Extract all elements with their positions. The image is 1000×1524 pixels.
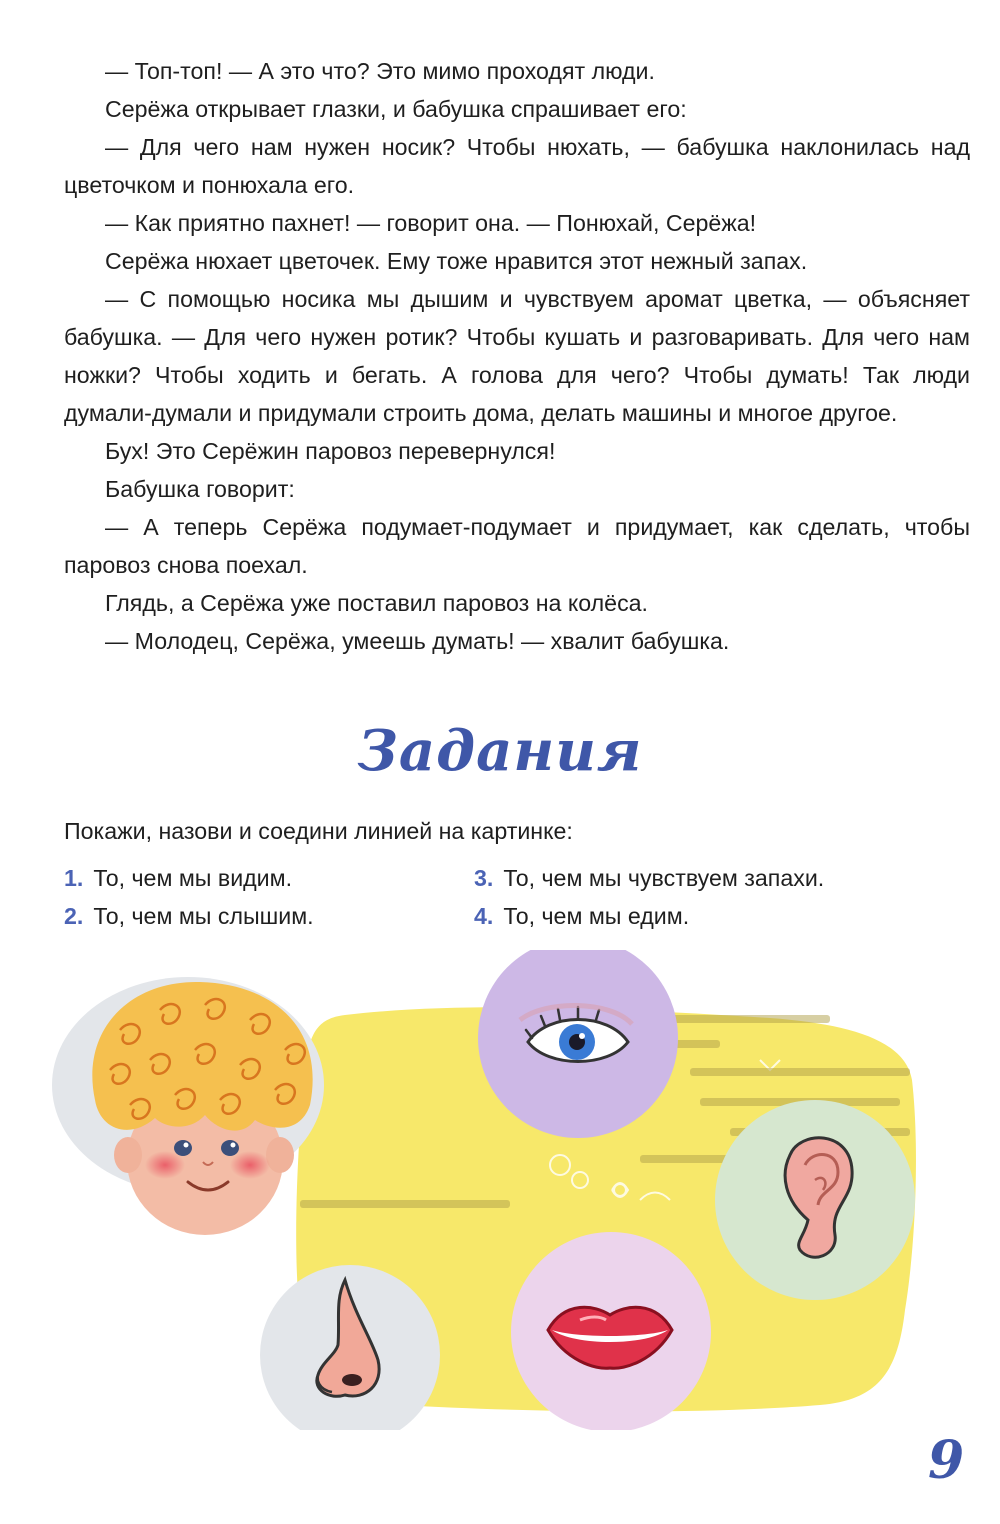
story-paragraph: Серёжа нюхает цветочек. Ему тоже нравится этот нежный запах.: [105, 248, 808, 274]
task-item: [64, 903, 314, 930]
task-text: То, чем мы едим.: [503, 903, 690, 929]
story-paragraph: Глядь, а Серёжа уже поставил паровоз на колёса.: [105, 590, 649, 616]
tasks-heading: Задания: [357, 718, 643, 784]
story-paragraph: — С помощью носика мы дышим и чувствуем аромат цветка, — объясняет бабушка. — Для чего нужен ротик? Чтобы кушать и разговаривать. Для чего нам ножки? Чтобы ходить и бегать. А голова для чего? Чтобы думать! Так люди думали-думали и придумали строить дома, делать машины и многое другое.: [64, 286, 970, 426]
task-text: То, чем мы чувствуем запахи.: [503, 865, 825, 891]
task-item: [64, 865, 292, 892]
story-paragraph: — Молодец, Серёжа, умеешь думать! — хвалит бабушка.: [105, 628, 730, 654]
picture-illustration: [0, 950, 1000, 1430]
ear-picture: [715, 1100, 915, 1300]
task-number: 4.: [474, 903, 494, 929]
task-item: [474, 865, 824, 892]
story-paragraph: Серёжа открывает глазки, и бабушка спрашивает его:: [105, 96, 687, 122]
story-paragraph: — Для чего нам нужен носик? Чтобы нюхать, — бабушка наклонилась над цветочком и понюхала его.: [64, 134, 970, 198]
story-paragraph: — А теперь Серёжа подумает-подумает и придумает, как сделать, чтобы паровоз снова поехал.: [64, 514, 970, 578]
page-number: 9: [928, 1430, 965, 1491]
task-number: 3.: [474, 865, 494, 891]
story-paragraph: Бух! Это Серёжин паровоз перевернулся!: [105, 438, 556, 464]
task-item: [474, 903, 689, 930]
curly-haired-child-face: [52, 977, 324, 1235]
story-paragraph: — Топ-топ! — А это что? Это мимо проходят люди.: [105, 58, 655, 84]
task-text: То, чем мы слышим.: [93, 903, 314, 929]
task-number: 1.: [64, 865, 84, 891]
tasks-instruction: Покажи, назови и соедини линией на картинке:: [64, 818, 573, 844]
story-text: [64, 52, 970, 660]
story-paragraph: Бабушка говорит:: [105, 476, 295, 502]
task-text: То, чем мы видим.: [93, 865, 293, 891]
task-number: 2.: [64, 903, 84, 929]
mouth-picture: [511, 1232, 711, 1430]
story-paragraph: — Как приятно пахнет! — говорит она. — Понюхай, Серёжа!: [105, 210, 757, 236]
